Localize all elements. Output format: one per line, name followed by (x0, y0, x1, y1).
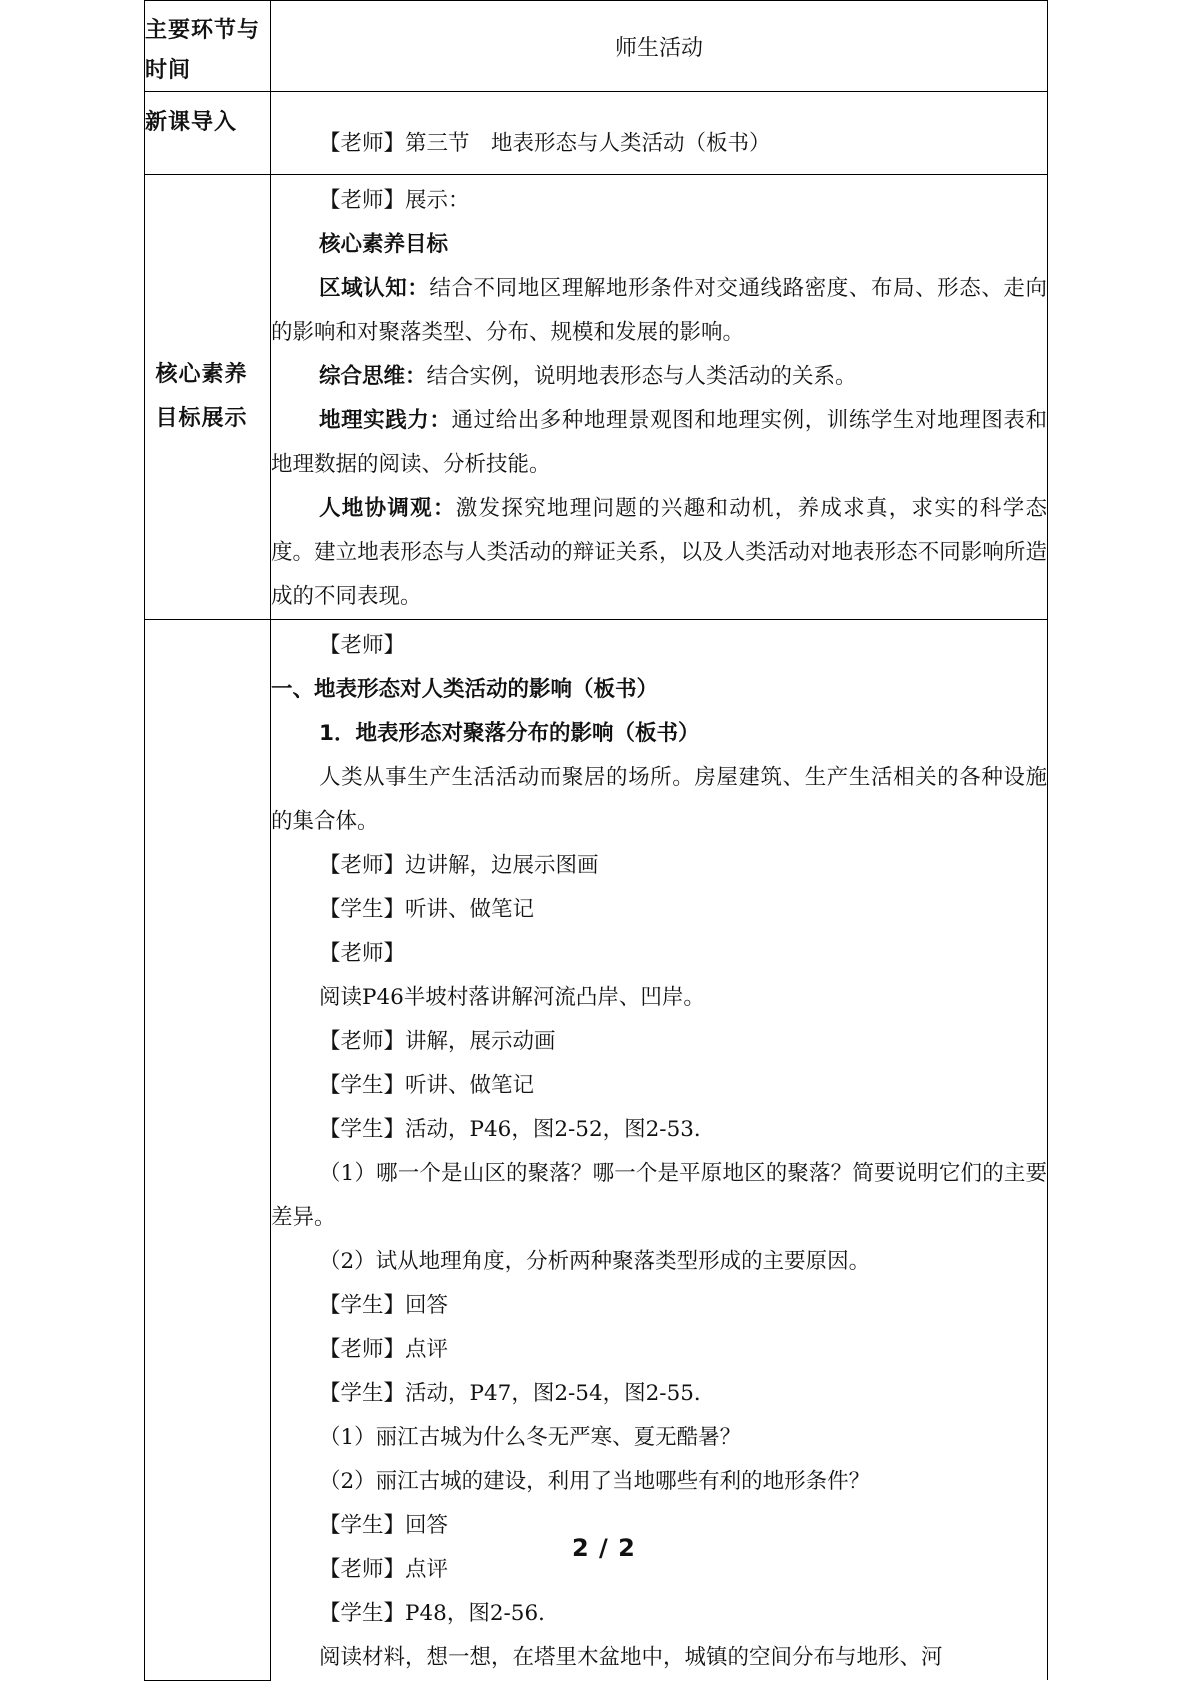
content-text: 核心素养目标 (319, 232, 449, 257)
header-activities (271, 1, 1048, 92)
header-stage-time-text: 主要环节与时间 (145, 18, 261, 83)
page-indicator: 2 / 2 (572, 1534, 636, 1562)
content-bold: 地理实践力： (319, 408, 452, 433)
content-text: 【老师】 (319, 941, 406, 966)
content-text: 结合不同地区理解地形条件对交通线路密度、布局、形态、走向的影响和对聚落类型、分布、规模和发展的影响。 (271, 276, 1047, 345)
content-text: 【老师】点评 (319, 1337, 449, 1362)
content-text: 激发探究地理问题的兴趣和动机，养成求真，求实的科学态度。建立地表形态与人类活动的辩证关系，以及人类活动对地表形态不同影响所造成的不同表现。 (271, 496, 1047, 609)
content-line (271, 1592, 1047, 1636)
content-text: 【老师】边讲解，边展示图画 (319, 853, 599, 878)
content-text: 【学生】回答 (319, 1293, 449, 1318)
content-line (271, 179, 1047, 223)
row-label-text: 核心素养目标展示 (155, 362, 248, 431)
content-line (271, 92, 1047, 166)
header-stage-time (145, 1, 271, 92)
content-line (271, 1328, 1047, 1372)
content-line (271, 487, 1047, 619)
content-text: 阅读P46半坡村落讲解河流凸岸、凹岸。 (319, 985, 705, 1010)
content-text: 【老师】 (319, 633, 406, 658)
content-line (271, 1460, 1047, 1504)
content-text: 阅读材料，想一想，在塔里木盆地中，城镇的空间分布与地形、河 (319, 1645, 943, 1670)
content-line (271, 932, 1047, 976)
content-line (271, 624, 1047, 668)
table-row (145, 175, 1048, 620)
content-line (271, 1152, 1047, 1240)
content-text: 【学生】活动，P46，图2-52，图2-53． (319, 1117, 716, 1142)
content-line (271, 223, 1047, 267)
content-text: 【老师】第三节 地表形态与人类活动（板书） (319, 131, 771, 156)
row-label (145, 92, 271, 175)
content-line (271, 1284, 1047, 1328)
content-bold: 综合思维： (319, 364, 427, 389)
content-line (271, 1108, 1047, 1152)
content-line (271, 1636, 1047, 1680)
content-line (271, 1240, 1047, 1284)
row-label (145, 175, 271, 620)
content-text: （2）试从地理角度，分析两种聚落类型形成的主要原因。 (319, 1249, 871, 1274)
content-line (271, 1064, 1047, 1108)
content-text: 【老师】展示： (319, 188, 470, 213)
content-line (271, 355, 1047, 399)
content-line (271, 976, 1047, 1020)
content-text: （1）哪一个是山区的聚落？哪一个是平原地区的聚落？简要说明它们的主要差异。 (271, 1161, 1047, 1230)
content-line (271, 844, 1047, 888)
content-text: 【学生】活动，P47，图2-54，图2-55． (319, 1381, 716, 1406)
content-line (271, 1548, 1047, 1592)
content-text: （2）丽江古城的建设，利用了当地哪些有利的地形条件？ (319, 1469, 871, 1494)
content-text: 【老师】点评 (319, 1557, 449, 1582)
content-text: 【学生】回答 (319, 1513, 449, 1538)
content-text: 【学生】听讲、做笔记 (319, 897, 535, 922)
content-text: 通过给出多种地理景观图和地理实例，训练学生对地理图表和地理数据的阅读、分析技能。 (271, 408, 1047, 477)
content-line (271, 668, 1047, 712)
content-line (271, 267, 1047, 355)
content-text: 【学生】P48，图2-56． (319, 1601, 560, 1626)
content-line (271, 756, 1047, 844)
section-heading: 一、地表形态对人类活动的影响（板书） (271, 677, 659, 702)
content-text: 结合实例，说明地表形态与人类活动的关系。 (426, 364, 857, 389)
content-text: （1）丽江古城为什么冬无严寒、夏无酷暑？ (319, 1425, 742, 1450)
content-text: 人类从事生产生活活动而聚居的场所。房屋建筑、生产生活相关的各种设施的集合体。 (271, 765, 1047, 834)
row-content (271, 175, 1048, 620)
content-text: 【老师】讲解，展示动画 (319, 1029, 556, 1054)
row-content (271, 92, 1048, 175)
row-label-text: 新课导入 (145, 110, 238, 135)
content-bold: 区域认知： (319, 276, 430, 301)
table-header-row (145, 1, 1048, 92)
content-line (271, 1020, 1047, 1064)
subsection-heading: 1．地表形态对聚落分布的影响（板书） (319, 721, 700, 746)
content-bold: 人地协调观： (319, 496, 456, 521)
row-label (145, 620, 271, 1681)
row-content (271, 620, 1048, 1681)
content-line (271, 712, 1047, 756)
lesson-plan-table (144, 0, 1048, 1681)
table-row (145, 620, 1048, 1681)
content-line (271, 399, 1047, 487)
content-line (271, 888, 1047, 932)
content-line (271, 1416, 1047, 1460)
table-row (145, 92, 1048, 175)
content-line (271, 1504, 1047, 1548)
header-activities-text: 师生活动 (614, 35, 703, 61)
content-line (271, 1372, 1047, 1416)
content-text: 【学生】听讲、做笔记 (319, 1073, 535, 1098)
